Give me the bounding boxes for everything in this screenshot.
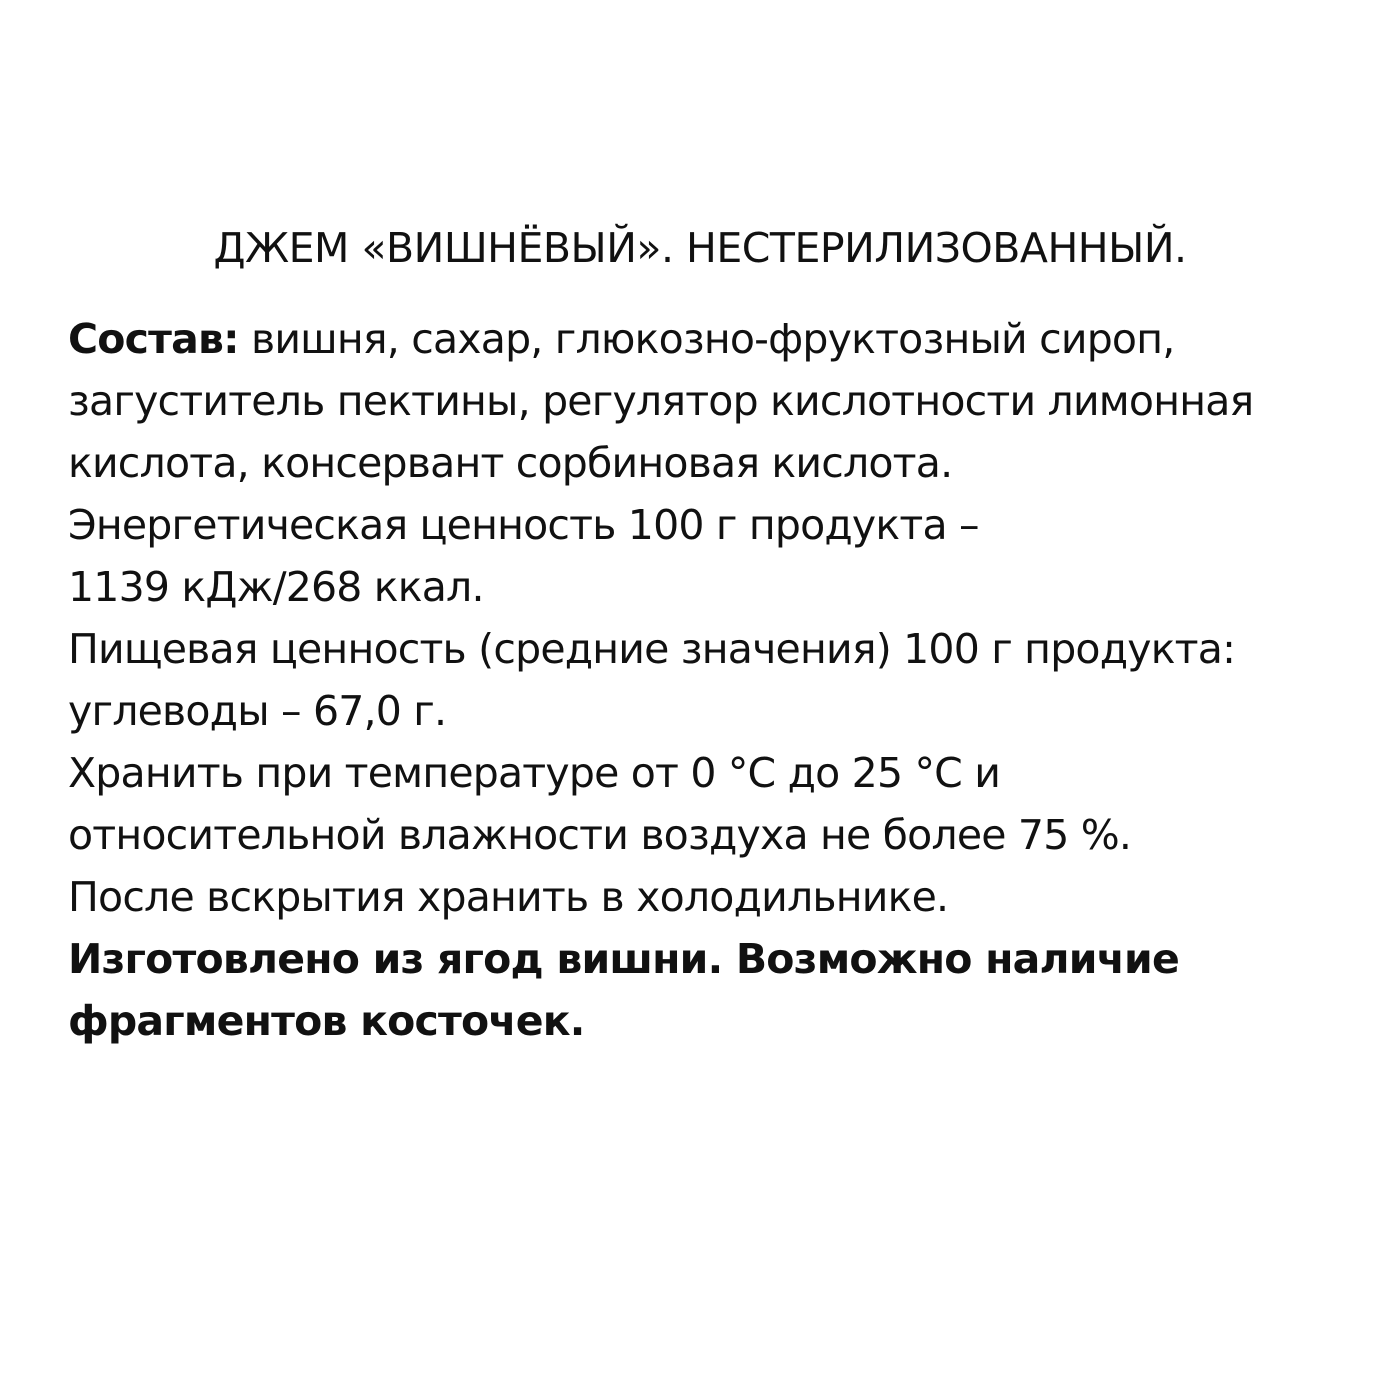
composition-line-2: загуститель пектины, регулятор кислотности лимонная bbox=[68, 377, 1254, 425]
warning-line-1 bbox=[68, 928, 1358, 990]
storage-line-2: относительной влажности воздуха не более 75 %. bbox=[68, 811, 1132, 859]
composition-text-1: вишня, сахар, глюкозно-фруктозный сироп, bbox=[238, 315, 1175, 363]
composition-line-1 bbox=[68, 308, 1358, 370]
storage-line-3: После вскрытия хранить в холодильнике. bbox=[68, 873, 949, 921]
warning-line-2 bbox=[68, 990, 1358, 1052]
warning-text-2: фрагментов косточек. bbox=[68, 997, 585, 1045]
composition-line-3: кислота, консервант сорбиновая кислота. bbox=[68, 439, 953, 487]
energy-line-2: 1139 кДж/268 ккал. bbox=[68, 563, 484, 611]
label-content bbox=[68, 308, 1358, 1052]
product-title: ДЖЕМ «ВИШНЁВЫЙ». НЕСТЕРИЛИЗОВАННЫЙ. bbox=[213, 224, 1187, 272]
nutrition-line-1: Пищевая ценность (средние значения) 100 г продукта: bbox=[68, 625, 1236, 673]
energy-line-1: Энергетическая ценность 100 г продукта – bbox=[68, 501, 979, 549]
storage-line-1: Хранить при температуре от 0 °С до 25 °С и bbox=[68, 749, 1001, 797]
warning-text-1: Изготовлено из ягод вишни. Возможно наличие bbox=[68, 935, 1179, 983]
nutrition-line-2: углеводы – 67,0 г. bbox=[68, 687, 447, 735]
composition-label: Состав: bbox=[68, 315, 239, 363]
